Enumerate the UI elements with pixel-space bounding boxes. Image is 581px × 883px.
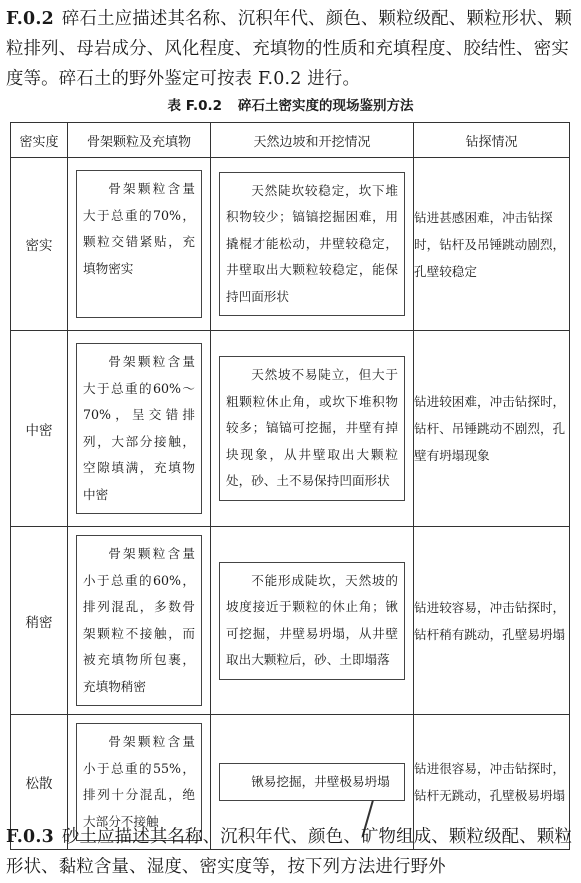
table-caption-label: 表 F.0.2 [167,98,222,114]
slope-cell: 锹易挖掘，井壁极易坍塌 [219,763,405,802]
slope-cell: 天然陡坎较稳定，坎下堆积物较少；镐镐挖掘困难，用撬棍才能松动，井壁较稳定，井壁取出大颗粒较稳定，能保持凹面形状 [219,172,405,317]
clause-text: 碎石土应描述其名称、沉积年代、颜色、颗粒级配、颗粒形状、颗粒排列、母岩成分、风化程度、充填物的性质和充填程度、胶结性、密实度等。碎石土的野外鉴定可按表 F.0.2 进行。 [6,9,573,89]
table-row [11,158,570,331]
skeleton-cell: 骨架颗粒含量大于总重的70%，颗粒交错紧贴，充填物密实 [76,170,202,318]
clause-number: F.0.3 [6,827,54,847]
header-skeleton: 骨架颗粒及充填物 [68,123,211,158]
skeleton-cell: 骨架颗粒含量小于总重的60%，排列混乱，多数骨架颗粒不接触，而被充填物所包裹，充填物稍密 [76,535,202,706]
density-cell: 密实 [11,158,68,331]
slope-cell: 不能形成陡坎，天然坡的坡度接近于颗粒的休止角；锹可挖掘，井壁易坍塌，从井壁取出大颗粒后，砂、土即塌落 [219,562,405,680]
table-row [11,331,570,527]
skeleton-cell: 骨架颗粒含量大于总重的60%～70%，呈交错排列，大部分接触，空隙填满，充填物中密 [76,343,202,514]
drilling-cell: 钻进较困难，冲击钻探时，钻杆、吊锤跳动不剧烈，孔壁有坍塌现象 [414,331,570,527]
table-caption [0,94,581,114]
clause-number: F.0.2 [6,9,54,29]
density-cell: 松散 [11,715,68,850]
clause-text: 砂土应描述其名称、沉积年代、颜色、矿物组成、颗粒级配、颗粒形状、黏粒含量、湿度、密实度等，按下列方法进行野外 [6,827,573,877]
clause-f-0-3-paragraph [6,822,575,882]
density-cell: 中密 [11,331,68,527]
header-slope: 天然边坡和开挖情况 [211,123,414,158]
clause-f-0-2-paragraph [6,4,575,94]
slope-cell: 天然坡不易陡立，但大于粗颗粒休止角，或坎下堆积物较多；镐镐可挖掘，井壁有掉块现象，从井壁取出大颗粒处，砂、土不易保持凹面形状 [219,356,405,501]
skeleton-cell: 骨架颗粒含量小于总重的55%，排列十分混乱，绝大部分不接触 [76,723,202,841]
drilling-cell: 钻进甚感困难，冲击钻探时，钻杆及吊锤跳动剧烈，孔壁较稳定 [414,158,570,331]
drilling-cell: 钻进较容易，冲击钻探时，钻杆稍有跳动，孔壁易坍塌 [414,527,570,715]
table-row [11,527,570,715]
header-drilling: 钻探情况 [414,123,570,158]
drilling-cell: 钻进很容易，冲击钻探时，钻杆无跳动，孔壁极易坍塌 [414,715,570,850]
density-cell: 稍密 [11,527,68,715]
table-caption-title: 碎石土密实度的现场鉴别方法 [237,98,414,114]
density-identification-table [10,122,570,850]
table-header-row [11,123,570,158]
header-density: 密实度 [11,123,68,158]
